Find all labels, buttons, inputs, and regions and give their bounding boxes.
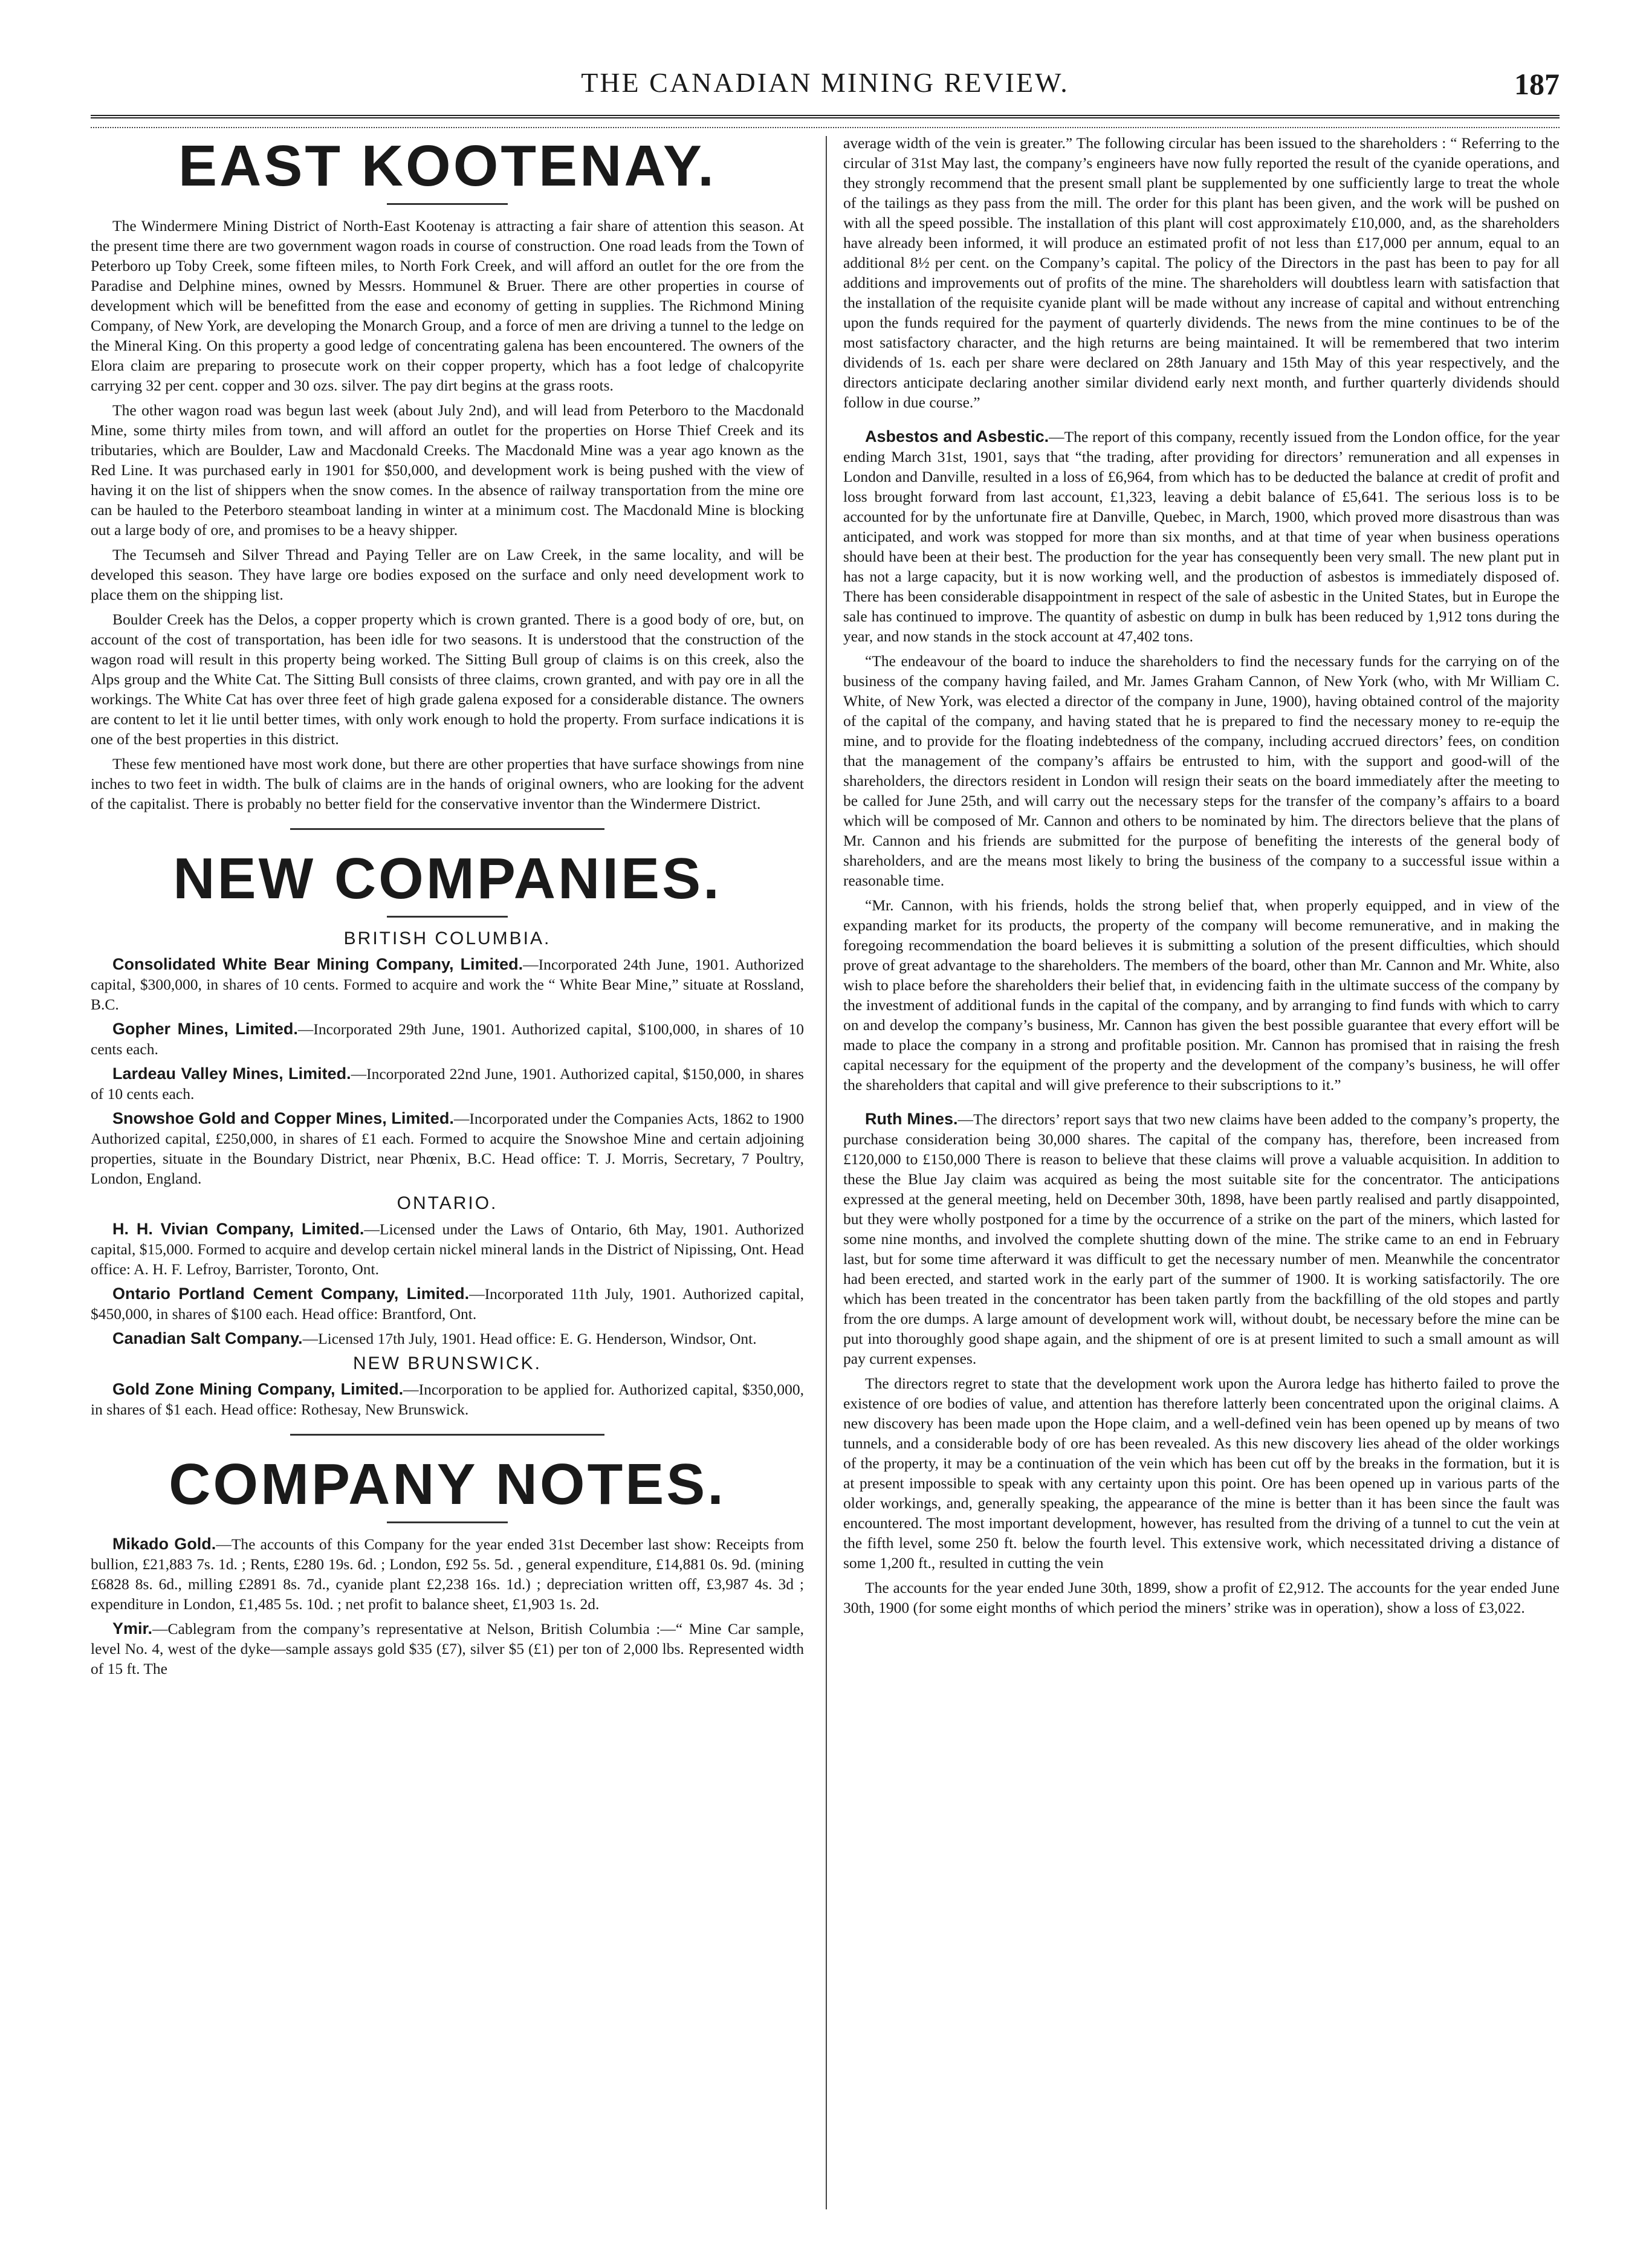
- header-rule: [91, 115, 1560, 122]
- company-entry: [91, 1064, 804, 1104]
- company-entry: [91, 954, 804, 1014]
- header-dotted-rule: [91, 127, 1560, 128]
- article-paragraph: The other wagon road was begun last week (about July 2nd), and will lead from Peterboro to the Macdonald Mine, some thirty miles from town, and will afford an outlet for the properties on Horse Thief Creek and its tributaries, which are Boulder, Law and Macdonald Creeks. The Macdonald Mine was a year ago known as the Red Line. It was purchased early in 1901 for $50,000, and development work is being pushed with the view of having it on the list of shippers when the snow comes. In the absence of railway transportation from the mine ore can be hauled to the Peterboro steamboat landing in winter at a minimum cost. The Macdonald Mine is blocking out a large body of ore, and promises to be a heavy shipper.: [91, 401, 804, 539]
- company-entry: [91, 1379, 804, 1419]
- company-details: —Licensed under the Laws of Ontario, 6th May, 1901. Authorized capital, $15,000. Formed to acquire and develop certain nickel mineral lands in the District of Nipissing, Ont. Head office: A. H. F. Lefroy, Barrister, Toronto, Ont.: [91, 1220, 804, 1278]
- right-column: [843, 133, 1560, 1622]
- note-entry: [91, 1619, 804, 1679]
- note-entry: [843, 1109, 1560, 1369]
- article-paragraph: average width of the vein is greater.” The following circular has been issued to the shareholders : “ Referring to the circular of 31st May last, the company’s engineers have now fully reported the result of the cyanide operations, and they strongly recommend that the present small plant be supplemented by one sufficiently large to treat the whole of the tailings as they pass from the mill. The order for this plant has been given, and the work will be pushed on with all the speed possible. The installation of this plant will cost approximately £10,000, and, as the shareholders have already been informed, it will produce an estimated profit of not less than £17,000 per annum, equal to an additional 8½ per cent. on the Company’s capital. The policy of the Directors in the past has been to pay for all additions and improvements out of profits of the mine. The shareholders will doubtless learn with satisfaction that the installation of the requisite cyanide plant will be made without any increase of capital and without entrenching upon the funds required for the payment of quarterly dividends. The news from the mine continues to be of the most satisfactory character, and the high returns are being maintained. It will be remembered that two interim dividends of 1s. each per share were declared on 28th January and 15th May of this year respectively, and the directors anticipate declaring another similar dividend early next month, and further quarterly dividends should follow in due course.”: [843, 134, 1560, 411]
- running-title: THE CANADIAN MINING REVIEW.: [581, 67, 1069, 98]
- company-entry: [91, 1019, 804, 1059]
- note-text: —The directors’ report says that two new claims have been added to the company’s property, the purchase consideration being 30,000 shares. The capital of the company has, therefore, been increased from £120,000 to £150,000 There is reason to believe that these claims will prove a valuable acquisition. In addition to these the Blue Jay claim was acquired as being the most suitable site for the concentrator. The anticipations expressed at the general meeting, held on December 30th, 1898, have been partly realised and partly disappointed, but they were wholly postponed for a time by the occurrence of a strike on the part of the miners, which lasted for some nine months, and involved the complete shutting down of the mine. The strike came to an end in February last, but for some time afterward it was difficult to get the necessary number of men. Meanwhile the concentrator had been erected, and started work in the early part of the summer of 1900. It is working satisfactorily. The ore which has been treated in the concentrator has been taken partly from the backfilling of the old stopes and partly from the ore dumps. A large amount of development work will, without doubt, be necessary before the mine can be put into thoroughly good shape again, and the shipment of ore is at present limited to such a small amount as will pay current expenses.: [843, 1110, 1560, 1367]
- company-details: —Incorporated 11th July, 1901. Authorized capital, $450,000, in shares of $100 each. Head office: Brantford, Ont.: [91, 1285, 804, 1323]
- company-entry: [91, 1109, 804, 1188]
- section-rule: [290, 828, 604, 830]
- company-name: Lardeau Valley Mines, Limited.: [112, 1064, 351, 1083]
- company-details: —Incorporated 29th June, 1901. Authorized capital, $100,000, in shares of 10 cents each.: [91, 1020, 805, 1058]
- left-column: [91, 133, 804, 1683]
- company-details: —Incorporated 22nd June, 1901. Authorized capital, $150,000, in shares of 10 cents each.: [91, 1065, 804, 1103]
- running-head: [91, 66, 1560, 115]
- company-notes-heading: COMPANY NOTES.: [169, 1452, 726, 1517]
- company-details: —Incorporation to be applied for. Authorized capital, $350,000, in shares of $1 each. Head office: Rothesay, New Brunswick.: [91, 1381, 804, 1418]
- article-paragraph: Boulder Creek has the Delos, a copper property which is crown granted. There is a good body of ore, but, on account of the cost of transportation, has been idle for two seasons. It is understood that the construction of the wagon road will result in this property being worked. The Sitting Bull group of claims is on this creek, also the Alps group and the White Cat. The Sitting Bull consists of three claims, crown granted, and with pay ore in all the workings. The White Cat has over three feet of high grade galena exposed for a considerable distance. The owners are content to let it lie until better times, with only work enough to hold the property. From surface indications it is one of the best properties in this district.: [91, 611, 804, 748]
- article-paragraph: The directors regret to state that the development work upon the Aurora ledge has hitherto failed to prove the existence of ore bodies of value, and attention has therefore latterly been concentrated upon the original claims. A new discovery has been made upon the Hope claim, and a well-defined vein has been opened up by means of two tunnels, and a considerable body of ore has been revealed. As this new discovery lies ahead of the older workings of the property, it may be a continuation of the vein which has been cut off by the breaks in the formation, but it is at present impossible to speak with any certainty upon this point. Ore has been opened up in various parts of the older workings, and, generally speaking, the appearance of the mine is better than it has been since the fault was encountered. The most important development, however, has resulted from the driving of a tunnel to cut the vein at the fifth level, some 250 ft. below the fourth level. This extensive work, which necessitated driving a distance of some 1,200 ft., resulted in cutting the vein: [843, 1375, 1560, 1572]
- article-paragraph: “Mr. Cannon, with his friends, holds the strong belief that, when properly equipped, and in view of the expanding market for its products, the property of the company will become remunerative, and in making the foregoing recommendation the board believes it is submitting a solution of the present difficulties, which should prove of great advantage to the shareholders. The members of the board, other than Mr. Cannon and Mr. White, also wish to place before the shareholders their belief that, in evidencing faith in the ultimate success of the company by the investment of additional funds in the capital of the company, and by arranging to find funds with which to carry on and develop the company’s business, Mr. Cannon has given the best possible guarantee that every effort will be made to place the company in a strong and profitable position. Mr. Cannon has promised that in raising the fresh capital necessary for the equipment of the property and the development of the company’s business, he will offer the shareholders that capital and will give preference to their subscriptions to it.”: [843, 896, 1560, 1094]
- company-entry: [91, 1219, 804, 1279]
- company-name: Snowshoe Gold and Copper Mines, Limited.: [112, 1109, 454, 1127]
- region-heading: NEW BRUNSWICK.: [353, 1353, 542, 1373]
- note-title: Mikado Gold.: [112, 1535, 216, 1553]
- note-entry: [843, 427, 1560, 646]
- article-paragraph: “The endeavour of the board to induce the shareholders to find the necessary funds for the carrying on of the business of the company having failed, and Mr. James Graham Cannon, of New York (who, with Mr William C. White, of New York, was elected a director of the company in June, 1900), having obtained control of the majority of the capital of the company, and having stated that he is prepared to find the necessary money to re-equip the mine, and to provide for the floating indebtedness of the company, including accrued directors’ fees, on condition that the management of the company’s affairs be entrusted to him, with the support and good-will of the shareholders, the directors resident in London will resign their seats on the board immediately after the meeting to be called for June 25th, and will carry out the necessary steps for the transfer of the company’s affairs to a board which will be composed of Mr. Cannon and others to be nominated by him. The directors believe that the plans of Mr. Cannon and his friends are submitted for the purpose of benefiting the interests of the general body of shareholders, and are the means most likely to bring the business of the company to a successful issue within a reasonable time.: [843, 652, 1560, 889]
- heading-rule: [387, 203, 508, 205]
- spacer: [843, 417, 1560, 427]
- company-name: H. H. Vivian Company, Limited.: [112, 1220, 364, 1238]
- company-details: —Licensed 17th July, 1901. Head office: E. G. Henderson, Windsor, Ont.: [302, 1330, 757, 1347]
- column-rule: [826, 136, 827, 2209]
- company-name: Canadian Salt Company.: [112, 1329, 303, 1347]
- spacer: [843, 1100, 1560, 1109]
- company-details: —Incorporated under the Companies Acts, 1862 to 1900 Authorized capital, £250,000, in shares of £1 each. Formed to acquire the Snowshoe Mine and certain adjoining properties, situate in the Boundary District, near Phœnix, B.C. Head office: T. J. Morris, Secretary, 7 Poultry, London, England.: [91, 1110, 804, 1187]
- article-paragraph: These few mentioned have most work done, but there are other properties that have surface showings from nine inches to two feet in width. The bulk of claims are in the hands of original owners, who are looking for the advent of the capitalist. There is probably no better field for the conservative inventor than the Windermere District.: [91, 755, 804, 812]
- note-title: Ymir.: [112, 1619, 153, 1638]
- article-paragraph: The accounts for the year ended June 30th, 1899, show a profit of £2,912. The accounts for the year ended June 30th, 1900 (for some eight months of which period the miners’ strike was in operation), show a loss of £3,022.: [843, 1579, 1560, 1616]
- note-text: —Cablegram from the company’s representative at Nelson, British Columbia :—“ Mine Car sample, level No. 4, west of the dyke—sample assays gold $35 (£7), silver $5 (£1) per ton of 2,000 lbs. Represented width of 15 ft. The: [91, 1620, 804, 1677]
- company-details: —Incorporated 24th June, 1901. Authorized capital, $300,000, in shares of 10 cents. Formed to acquire and work the “ White Bear Mine,” situate at Rossland, B.C.: [91, 956, 804, 1013]
- company-name: Consolidated White Bear Mining Company, Limited.: [112, 955, 523, 973]
- east-kootenay-heading: EAST KOOTENAY.: [178, 134, 716, 198]
- heading-rule: [387, 1521, 508, 1523]
- note-entry: [91, 1534, 804, 1614]
- company-name: Gopher Mines, Limited.: [112, 1020, 298, 1038]
- note-title: Asbestos and Asbestic.: [865, 427, 1049, 446]
- region-heading: BRITISH COLUMBIA.: [343, 928, 551, 948]
- section-rule: [290, 1434, 604, 1436]
- company-entry: [91, 1329, 804, 1349]
- note-text: —The report of this company, recently issued from the London office, for the year ending March 31st, 1901, says that “the trading, after providing for directors’ remuneration and all expenses in London and Danville, resulted in a loss of £6,964, from which has to be deducted the balance at credit of profit and loss brought forward from last account, £1,323, leaving a debit balance of £5,641. The serious loss is to be accounted for by the unfortunate fire at Danville, Quebec, in March, 1900, which proved more disastrous than was anticipated, and work was stopped for more than six months, and at that time of year when business operations should have been at their best. The production for the year has consequently been very small. The new plant put in has not a large capacity, but it is now working well, and the production of asbestos is immediately disposed of. There has been considerable disappointment in respect of the sale of asbestic in the United States, but in Europe the sale has continued to improve. The quantity of asbestic on dump in bulk has been reduced by 1,912 tons during the year, and now stands in the stock account at 47,402 tons.: [843, 428, 1560, 645]
- note-title: Ruth Mines.: [865, 1110, 958, 1128]
- company-name: Ontario Portland Cement Company, Limited.: [112, 1285, 470, 1303]
- company-entry: [91, 1284, 804, 1324]
- article-paragraph: The Windermere Mining District of North-East Kootenay is attracting a fair share of attention this season. At the present time there are two government wagon roads in course of construction. One road leads from the Town of Peterboro up Toby Creek, some fifteen miles, to North Fork Creek, and will afford an outlet for the ore from the Paradise and Delphine mines, owned by Messrs. Hommunel & Bruer. There are other properties in course of development which will be benefitted from the ease and economy of getting in supplies. The Richmond Mining Company, of New York, are developing the Monarch Group, and a force of men are driving a tunnel to the ledge on the Mineral King. On this property a good ledge of concentrating galena has been encountered. The owners of the Elora claim are preparing to prosecute work on their copper property, which has a foot ledge of chalcopyrite carrying 32 per cent. copper and 30 ozs. silver. The pay dirt begins at the grass roots.: [91, 217, 804, 394]
- new-companies-heading: NEW COMPANIES.: [173, 846, 722, 911]
- page-number: 187: [1514, 67, 1560, 101]
- region-heading: ONTARIO.: [397, 1193, 498, 1213]
- note-text: —The accounts of this Company for the year ended 31st December last show: Receipts from bullion, £21,883 7s. 1d. ; Rents, £280 19s. 6d. ; London, £92 5s. 5d. , general expenditure, £14,881 0s. 9d. (mining £6828 8s. 6d., milling £2891 8s. 7d., cyanide plant £2,238 16s. 1d.) ; depreciation written off, £3,987 4s. 3d ; expenditure in London, £1,485 5s. 10d. ; net profit to balance sheet, £1,903 1s. 2d.: [91, 1535, 804, 1613]
- article-paragraph: The Tecumseh and Silver Thread and Paying Teller are on Law Creek, in the same locality, and will be developed this season. They have large ore bodies exposed on the surface and only need development work to place them on the shipping list.: [91, 546, 804, 603]
- heading-rule: [387, 916, 508, 918]
- company-name: Gold Zone Mining Company, Limited.: [112, 1380, 404, 1398]
